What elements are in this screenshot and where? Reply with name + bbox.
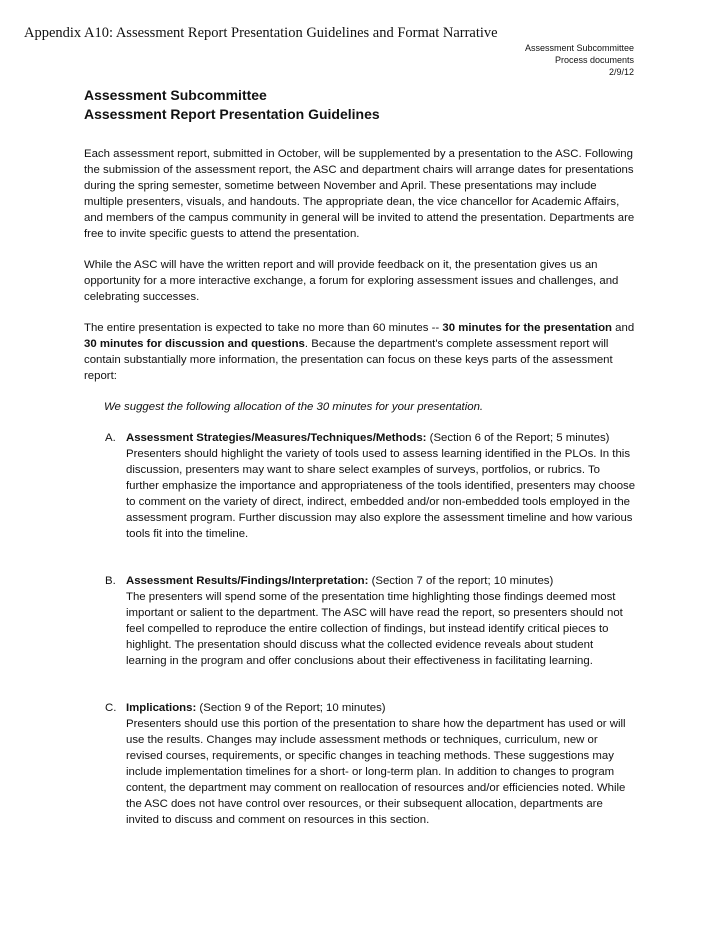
item-heading: Assessment Strategies/Measures/Techniques/Methods:: [126, 432, 427, 444]
item-body: Presenters should use this portion of the presentation to share how the department has used or will use the results. Changes may include assessment methods or techniques, curriculum, new or revised courses, requirements, or specific changes in teaching methods. These suggestions may include implementation timelines for a short- or long-term plan. In addition to changes to program content, the department may comment on reallocation of resources and/or efficiencies noted. While the ASC does not have control over resources, or their subsequent allocation, departments are invited to discuss and comment on resources in this section.: [126, 718, 626, 826]
list-letter: A.: [105, 432, 116, 444]
list-letter: C.: [105, 702, 117, 714]
item-heading: Assessment Results/Findings/Interpretation:: [126, 575, 369, 587]
item-section-note: (Section 9 of the Report; 10 minutes): [196, 702, 386, 714]
appendix-header: Appendix A10: Assessment Report Presentation Guidelines and Format Narrative: [24, 25, 498, 41]
list-item-implications: [84, 700, 636, 828]
meta-date: 2/9/12: [608, 67, 634, 77]
allocation-intro: We suggest the following allocation of the 30 minutes for your presentation.: [104, 401, 484, 413]
timing-presentation-bold: 30 minutes for the presentation: [442, 322, 612, 334]
title-guidelines: Assessment Report Presentation Guidelines: [84, 106, 380, 122]
document-meta: [525, 42, 634, 78]
item-heading: Implications:: [126, 702, 197, 714]
item-body: The presenters will spend some of the presentation time highlighting those findings deemed most important or salient to the department. The ASC will have read the report, so presenters should not feel compelled to reproduce the entire collection of findings, but instead identify critical pieces to highlight. The presentation should discuss what the collected evidence reveals about student learning in the program and offer conclusions about their effectiveness in facilitating learning.: [126, 591, 623, 667]
meta-committee: Assessment Subcommittee: [524, 43, 634, 53]
item-heading-line: [126, 430, 636, 446]
list-item-assessment-strategies: [84, 430, 636, 542]
item-heading-line: [126, 573, 636, 589]
meta-doc-type: Process documents: [554, 55, 634, 65]
list-letter: B.: [105, 575, 116, 587]
list-item-assessment-results: [84, 573, 636, 669]
timing-text-2: and: [612, 322, 635, 334]
timing-text-1: The entire presentation is expected to take no more than 60 minutes --: [84, 322, 443, 334]
item-section-note: (Section 6 of the Report; 5 minutes): [426, 432, 610, 444]
timing-text-3: . Because the department's complete assessment report will contain substantially more information, the presentation can focus on these keys parts of the assessment report:: [84, 338, 613, 382]
title-committee: Assessment Subcommittee: [84, 87, 267, 103]
paragraph-feedback: While the ASC will have the written report and will provide feedback on it, the presentation gives us an opportunity for a more interactive exchange, a forum for exploring assessment issues and challenges, and celebrating successes.: [84, 259, 619, 303]
timing-discussion-bold: 30 minutes for discussion and questions: [84, 338, 305, 350]
item-heading-line: [126, 700, 636, 716]
paragraph-timing: [84, 320, 636, 384]
paragraph-presentation-overview: Each assessment report, submitted in October, will be supplemented by a presentation to the ASC. Following the submission of the assessment report, the ASC and department chairs will arrange dates for presentations during the spring semester, sometime between November and April. These presentations may include multiple presenters, visuals, and handouts. The appropriate dean, the vice chancellor for Academic Affairs, and members of the campus community in general will be invited to attend the presentation. Departments are free to invite specific guests to attend the presentation.: [84, 148, 635, 240]
document-body: [84, 86, 636, 828]
item-section-note: (Section 7 of the report; 10 minutes): [368, 575, 554, 587]
item-body: Presenters should highlight the variety of tools used to assess learning identified in the PLOs. In this discussion, presenters may want to share select examples of surveys, portfolios, or rubrics. To further emphasize the importance and appropriateness of the tools identified, presenters may choose to comment on the variety of direct, indirect, embedded and/or non-embedded tools employed in the assessment program. Further discussion may also explore the assessment timeline and how various tools fit into the timeline.: [126, 448, 636, 540]
